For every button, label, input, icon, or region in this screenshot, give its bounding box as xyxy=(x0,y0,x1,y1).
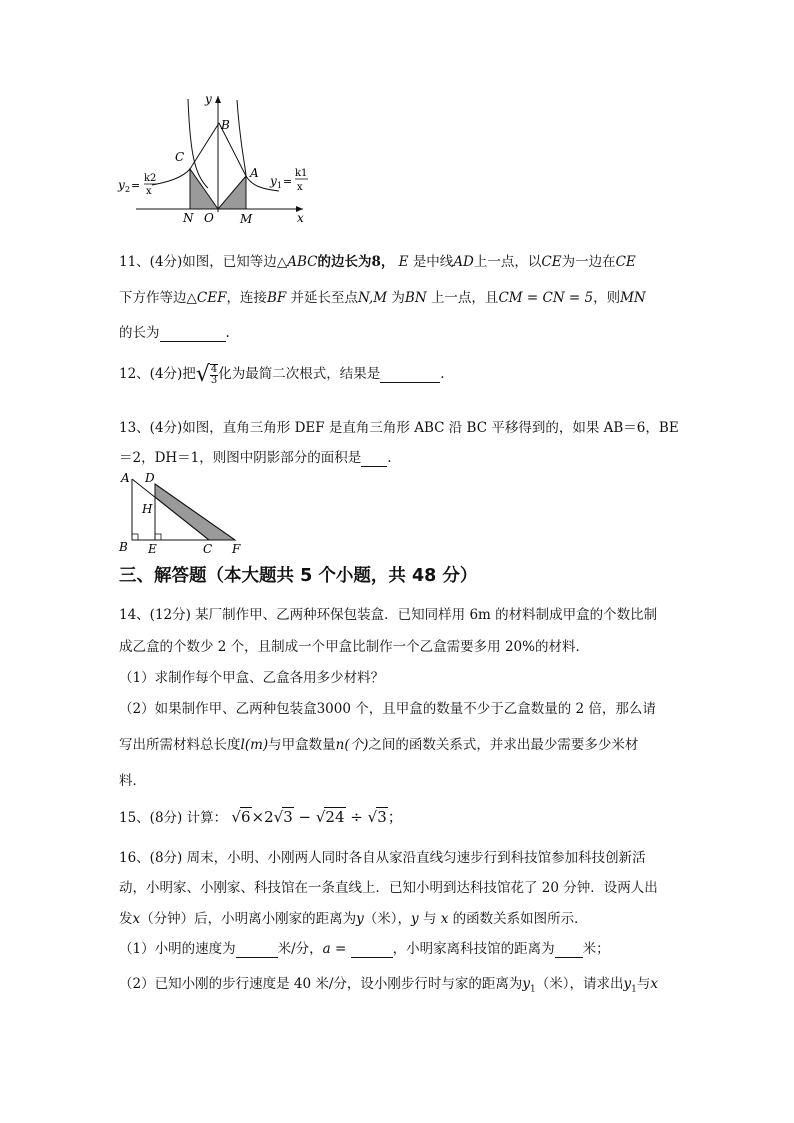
right-angle-b xyxy=(132,534,138,540)
label-N: N xyxy=(183,211,194,225)
label-y-axis: y xyxy=(205,92,212,106)
q16-text-e: （米）， xyxy=(363,911,412,927)
q16-distance-blank[interactable] xyxy=(555,941,583,958)
q16-var-y1-sub-2: 1 xyxy=(631,984,637,995)
q14-count-var: n(个) xyxy=(335,737,369,753)
q16-text-g: 的函数关系如图所示． xyxy=(452,911,588,927)
q16-text-j: ，小明家离科技馆的距离为 xyxy=(392,941,555,957)
q12-end: . xyxy=(440,366,445,382)
q11-text-h: 并延长至点 xyxy=(290,290,359,306)
label-y2-sub: 2 xyxy=(125,185,131,194)
q11-triangle-abc: △ABC xyxy=(276,254,318,270)
q11-text-j: 上一点，且 xyxy=(430,290,499,306)
q16-var-y1-2: y xyxy=(623,976,632,992)
q12-answer-blank[interactable] xyxy=(380,366,440,383)
q11-line3 xyxy=(119,321,230,342)
label-y1: y xyxy=(270,174,277,188)
shaded-right-triangle xyxy=(218,176,246,209)
q11-text-a: 11、(4分)如图，已知等边 xyxy=(119,254,277,270)
label-H: H xyxy=(142,502,153,516)
q11-segment-mn: MN xyxy=(620,290,646,306)
q14-text-d: （2）如果制作甲、乙两种包装盒3000 个，且甲盒的数量不少于乙盒数量的 2 倍，那么请 xyxy=(119,701,656,717)
q16-line3 xyxy=(119,907,588,927)
q13-text-a: 13、(4分)如图，直角三角形 DEF 是直角三角形 ABC 沿 BC 平移得到的，如果 AB＝6，BE xyxy=(119,420,679,436)
hyperbola-left-upper xyxy=(152,169,190,185)
label-y2-eq: = xyxy=(131,179,141,192)
q11-triangle-cef: △CEF xyxy=(186,290,227,306)
q14-line5 xyxy=(119,733,638,753)
line-DF xyxy=(155,484,235,540)
label-O: O xyxy=(204,211,214,225)
label-D: D xyxy=(145,471,155,485)
q14-text-f: 与甲盒数量 xyxy=(268,737,336,753)
q11-text-c: 是中线 xyxy=(412,254,454,270)
q16-speed-blank[interactable] xyxy=(236,941,278,958)
q11-segment-ce: CE xyxy=(541,254,562,270)
q16-var-x: x xyxy=(132,911,141,927)
q14-part1 xyxy=(119,666,384,686)
q14-line2 xyxy=(119,635,589,655)
q14-text-h: 料． xyxy=(119,773,146,789)
shaded-left-triangle xyxy=(190,169,218,209)
q16-var-x-3: x xyxy=(650,976,659,992)
q11-text-k: ，则 xyxy=(593,290,621,306)
q14-text-b: 成乙盒的个数少 2 个，且制成一个甲盒比制作一个乙盒需要多用 20%的材料． xyxy=(119,639,589,655)
q16-text-b: 动，小明家、小刚家、科技馆在一条直线上．已知小明到达科技馆花了 20 分钟．设两人出 xyxy=(119,880,658,896)
q14-line6 xyxy=(119,769,146,789)
label-k2-den: x xyxy=(146,186,152,197)
q16-part2 xyxy=(119,972,658,995)
q12-denominator: 3 xyxy=(210,374,218,386)
y-axis-arrow xyxy=(215,96,221,103)
q14-text-e: 写出所需材料总长度 xyxy=(119,737,241,753)
label-M: M xyxy=(240,212,253,226)
q16-text-d: （分钟）后，小明离小刚家的距离为 xyxy=(140,911,357,927)
q13-end: . xyxy=(387,450,392,466)
q15-end: ； xyxy=(387,808,403,826)
q11-text-i: 为 xyxy=(391,290,405,306)
q16-var-y1-sub: 1 xyxy=(530,984,536,995)
hyperbola-figure xyxy=(112,88,312,228)
q11-text-l: 的长为 xyxy=(119,325,160,341)
q11-text-g: ，连接 xyxy=(226,290,267,306)
label-A: A xyxy=(250,166,259,180)
label-F: F xyxy=(232,542,241,556)
q16-a-blank[interactable] xyxy=(351,941,393,958)
label-C: C xyxy=(203,542,213,556)
q14-part2 xyxy=(119,697,656,717)
q11-segment-bn: BN xyxy=(404,290,427,306)
q15-divide: ÷ xyxy=(350,808,363,826)
q11-segment-ad: AD xyxy=(453,254,474,270)
q13-line1 xyxy=(119,416,679,436)
q13-text-b: ＝2，DH＝1，则图中阴影部分的面积是 xyxy=(119,450,362,466)
section-three-heading: 三、解答题（本大题共 5 个小题，共 48 分） xyxy=(119,566,478,586)
q11-answer-blank[interactable] xyxy=(160,325,226,342)
label-y1-sub: 1 xyxy=(277,181,283,190)
label-C: C xyxy=(175,150,185,164)
q16-text-l: （2）已知小刚的步行速度是 40 米/分，设小刚步行时与家的距离为 xyxy=(119,976,523,992)
label-y1-eq: = xyxy=(283,175,293,188)
q14-text-g: 之间的函数关系式，并求出最少需要多少米材 xyxy=(368,737,639,753)
q15-expression: √6×2√3 − √24 ÷ √3； xyxy=(231,808,403,826)
q16-equals: = xyxy=(335,941,347,957)
right-angle-e xyxy=(155,534,161,540)
q16-text-c: 发 xyxy=(119,911,133,927)
q11-text-b: 的边长为8， xyxy=(317,254,395,270)
q11-condition: CM = CN = 5 xyxy=(498,290,594,306)
q16-var-y-2: y xyxy=(411,911,419,927)
q12-numerator: 4 xyxy=(210,363,218,375)
q14-length-var: l(m) xyxy=(240,737,269,753)
q11-text-e: 为一边在 xyxy=(561,254,616,270)
q15-radicand-3: 3 xyxy=(283,808,293,826)
q12-radical: √ $\frac{4}{3}$ xyxy=(195,362,218,387)
q16-var-a: a xyxy=(322,941,331,957)
label-E: E xyxy=(148,542,157,556)
q15-radicand-6: 6 xyxy=(240,808,251,826)
label-A: A xyxy=(121,471,130,485)
q16-text-i: 米/分， xyxy=(277,941,323,957)
line-BC xyxy=(190,123,219,169)
label-x-axis: x xyxy=(297,211,304,225)
q11-segment-bf: BF xyxy=(266,290,287,306)
label-B: B xyxy=(119,540,128,554)
q14-text-a: 14、(12分) 某厂制作甲、乙两种环保包装盒．已知同样用 6m 的材料制成甲盒的个数比制 xyxy=(119,607,658,623)
q16-text-h: （1）小明的速度为 xyxy=(119,941,236,957)
q15-radicand-3b: 3 xyxy=(377,808,387,826)
q11-text-f: 下方作等边 xyxy=(119,290,187,306)
q11-line2 xyxy=(119,286,646,306)
q11-point-e: E xyxy=(398,254,409,270)
q14-text-c: （1）求制作每个甲盒、乙盒各用多少材料？ xyxy=(119,670,385,686)
q12-text-b: 化为最简二次根式，结果是 xyxy=(218,366,381,382)
q16-text-n: 与 xyxy=(636,976,651,992)
q11-points-nm: N,M xyxy=(358,290,388,306)
label-k1-den: x xyxy=(297,182,303,193)
q16-text-k: 米； xyxy=(582,941,610,957)
label-y2: y xyxy=(118,178,125,192)
q15-radicand-24: 24 xyxy=(325,808,345,826)
q15-line xyxy=(119,806,403,827)
q15-times: ×2 xyxy=(251,808,274,826)
q16-text-a: 16、(8分) 周末，小明、小刚两人同时各自从家沿直线匀速步行到科技馆参加科技创新活 xyxy=(119,850,646,866)
q11-end: . xyxy=(225,325,230,341)
q15-text-a: 15、(8分) 计算： xyxy=(119,810,228,826)
q16-text-m: （米），请求出 xyxy=(535,976,624,992)
q16-var-x-2: x xyxy=(440,911,449,927)
q14-line1 xyxy=(119,603,657,623)
q16-part1 xyxy=(119,937,610,958)
q16-line2 xyxy=(119,876,658,896)
q16-var-y: y xyxy=(356,911,364,927)
q11-line1 xyxy=(119,250,636,270)
q16-var-y1: y xyxy=(522,976,531,992)
q16-line1 xyxy=(119,846,646,866)
q16-text-f: 与 xyxy=(422,911,437,927)
label-B: B xyxy=(221,118,230,132)
triangle-figure xyxy=(116,468,246,560)
q12-text-a: 12、(4分)把 xyxy=(119,366,196,382)
q13-answer-blank[interactable] xyxy=(361,450,387,467)
q12-line xyxy=(119,362,445,387)
q15-minus: − xyxy=(298,808,312,826)
label-k1: k1 xyxy=(295,168,308,179)
q11-segment-ce-2: CE xyxy=(615,254,636,270)
q11-text-d: 上一点，以 xyxy=(473,254,542,270)
q13-line2 xyxy=(119,446,392,467)
label-k2: k2 xyxy=(144,173,157,184)
